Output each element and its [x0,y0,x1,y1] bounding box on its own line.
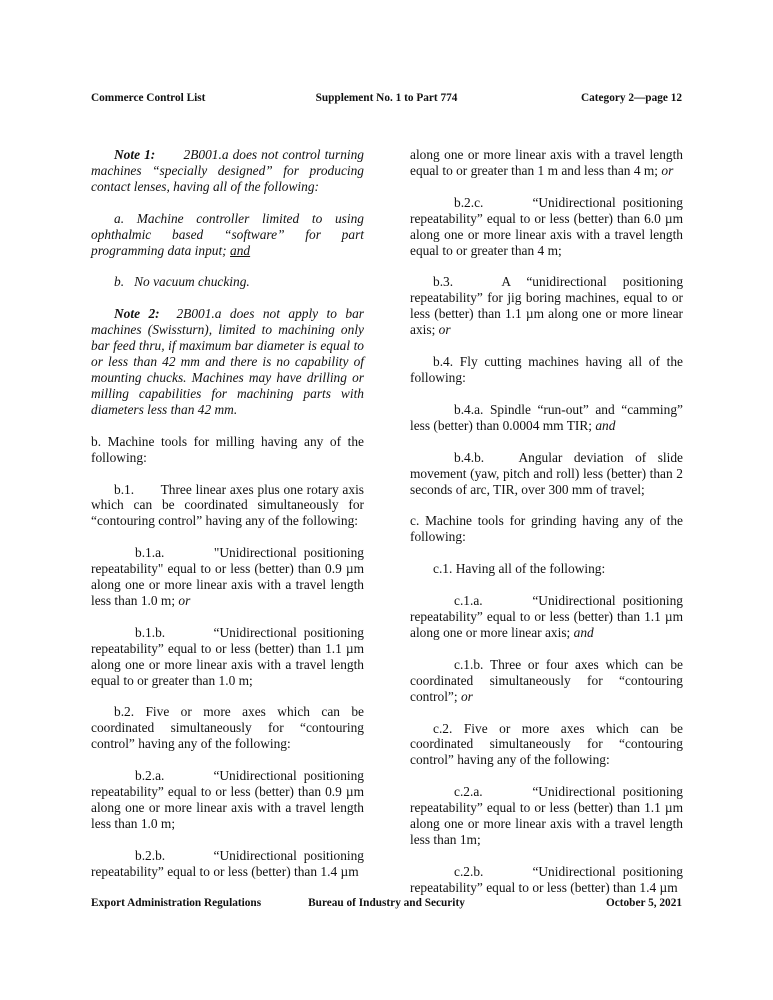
item-c1-text: Having all of the following: [455,561,606,577]
header-left: Commerce Control List [91,92,206,104]
note-1-b-label: b. [114,274,125,290]
item-c2a [410,784,683,848]
item-c1a-conj: and [573,624,594,640]
item-b2b-continued [410,147,683,179]
item-c2a-text: “Unidirectional positioning repeatability” equal to or less (better) than 1.1 µm along one or more linear axis with a travel length less than 1m; [410,784,683,847]
item-c1 [410,561,683,577]
note-1-a-text: Machine controller limited to using ophthalmic based “software” for part programming data input; [91,210,364,258]
item-b2b [91,848,364,880]
item-b2b-label: b.2.b. [135,847,166,863]
item-b2a [91,768,364,832]
left-column [91,147,364,880]
item-b2c-text: “Unidirectional positioning repeatability” equal to or less (better) than 6.0 µm along one or more linear axis with a travel length equal to or greater than 4 m; [410,194,683,258]
item-b4a [410,402,683,434]
item-b4-label: b.4. [433,354,454,370]
item-b1-label: b.1. [114,481,135,497]
item-b1-text: Three linear axes plus one rotary axis which can be coordinated simultaneously for “contouring control” having any of the following: [91,481,364,529]
item-c1a-text: “Unidirectional positioning repeatability” equal to or less (better) than 1.1 µm along one or more linear axis; [410,593,683,640]
item-b4 [410,354,683,386]
item-b3 [410,274,683,338]
note-2 [91,306,364,417]
item-b2c [410,195,683,259]
note-1-label: Note 1: [114,147,156,162]
item-b3-text: A “unidirectional positioning repeatability” for jig boring machines, equal to or less (better) than 1.1 µm along one or more linear axis; [410,274,684,338]
item-b3-label: b.3. [433,274,454,290]
item-b4-text: Fly cutting machines having all of the following: [410,354,683,385]
note-2-label: Note 2: [114,306,160,322]
note-2-text: 2B001.a does not apply to bar machines (Swissturn), limited to machining only bar feed thru, if maximum bar diameter is equal to or less than 42 mm and there is no capability of mounting chucks. Machines may have drilling or milling capabilities for machining parts with diameters less than 42 mm. [91,306,364,417]
item-c2b-text: “Unidirectional positioning repeatability” equal to or less (better) than 1.4 µm [410,863,683,895]
item-b2b-continued-text: along one or more linear axis with a travel length equal to or greater than 1 m and less than 4 m; [410,147,683,178]
item-c2b [410,864,683,896]
item-c2-text: Five or more axes which can be coordinated simultaneously for “contouring control” having any of the following: [410,720,683,768]
item-b2b-continued-conj: or [661,162,674,178]
item-b4a-label: b.4.a. [454,401,484,417]
item-b2-text: Five or more axes which can be coordinated simultaneously for “contouring control” having any of the following: [91,704,364,752]
header-center: Supplement No. 1 to Part 774 [315,92,458,104]
item-b2a-label: b.2.a. [135,768,165,784]
note-1-text: 2B001.a does not control turning machines “specially designed” for producing contact lenses, having all of the following: [91,147,364,194]
footer-right: October 5, 2021 [605,897,682,909]
item-b2c-label: b.2.c. [454,194,484,210]
note-1-a [91,211,364,259]
item-b2 [91,704,364,752]
item-b1a-conj: or [178,592,191,608]
item-b4b [410,450,683,498]
item-b4b-label: b.4.b. [454,449,485,465]
note-1-a-label: a. [114,210,125,226]
item-c2-label: c.2. [433,720,453,736]
item-b: b. Machine tools for milling having any of the following: [91,433,364,465]
footer-center: Bureau of Industry and Security [308,897,465,909]
note-1-b [91,274,364,290]
item-b1b-label: b.1.b. [135,624,166,640]
item-b3-conj: or [438,322,451,338]
item-b2a-text: “Unidirectional positioning repeatability” equal to or less (better) than 0.9 µm along one or more linear axis with a travel length less than 1.0 m; [91,768,364,831]
item-b2-label: b.2. [114,704,135,720]
item-c2 [410,721,683,769]
right-column [410,147,683,896]
item-c1b-conj: or [460,688,473,704]
item-b1b-text: “Unidirectional positioning repeatability” equal to or less (better) than 1.1 µm along one or more linear axis with a travel length equal to or greater than 1.0 m; [91,624,364,688]
item-b4b-text: Angular deviation of slide movement (yaw, pitch and roll) less (better) than 2 seconds of arc, TIR, over 300 mm of travel; [410,449,684,497]
item-c1b-text: Three or four axes which can be coordinated simultaneously for “contouring control”; [410,656,684,704]
footer-left: Export Administration Regulations [91,897,262,909]
item-c1a-label: c.1.a. [454,593,483,609]
note-1-b-text: No vacuum chucking. [134,274,250,290]
item-b1a-label: b.1.a. [135,545,165,561]
header-right: Category 2—page 12 [580,92,682,104]
item-b1a-text: "Unidirectional positioning repeatability" equal to or less (better) than 0.9 µm along one or more linear axis with a travel length less than 1.0 m; [91,545,364,608]
item-c1b-label: c.1.b. [454,656,484,672]
item-b1a [91,545,364,609]
item-c2b-label: c.2.b. [454,863,484,879]
item-b1b [91,625,364,689]
note-1 [91,147,364,195]
item-b4a-conj: and [595,417,616,433]
item-c2a-label: c.2.a. [454,784,483,800]
item-b4a-text: Spindle “run-out” and “camming” less (better) than 0.0004 mm TIR; [410,401,683,433]
item-b1 [91,482,364,530]
item-b2b-text: “Unidirectional positioning repeatability” equal to or less (better) than 1.4 µm [91,847,364,879]
item-c1b [410,657,683,705]
item-c1a [410,593,683,641]
note-1-a-conj: and [230,242,251,258]
item-c1-label: c.1. [433,561,453,577]
item-c: c. Machine tools for grinding having any of the following: [410,513,683,545]
